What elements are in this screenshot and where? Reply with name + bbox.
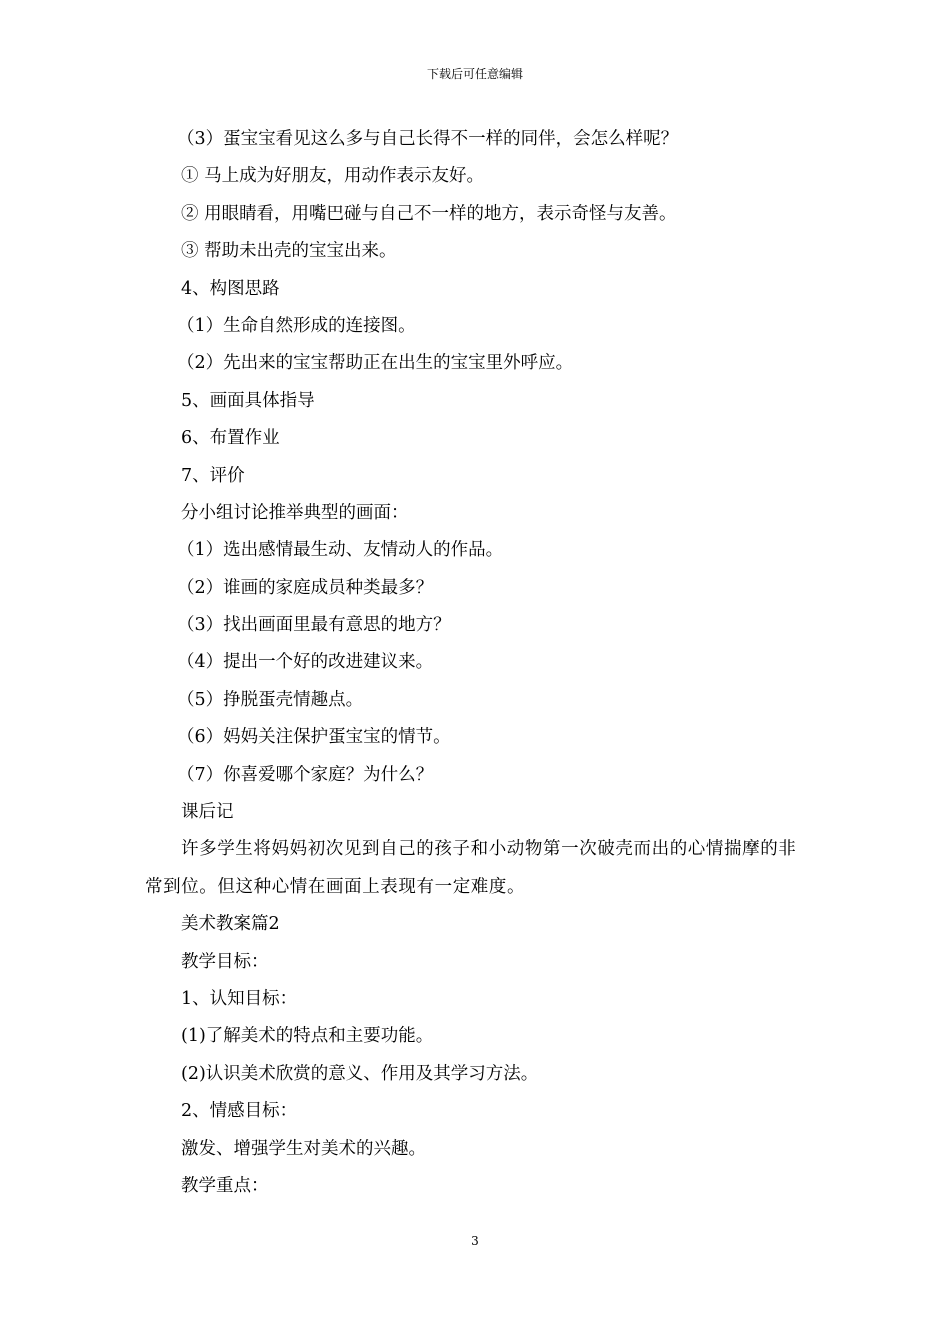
section-heading: 6、布置作业 xyxy=(181,428,280,449)
section-title: 美术教案篇2 xyxy=(181,914,280,935)
text-line: (1)了解美术的特点和主要功能。 xyxy=(181,1026,434,1047)
text-line: （3）找出画面里最有意思的地方？ xyxy=(177,615,451,636)
section-heading: 课后记 xyxy=(181,802,234,823)
text-line: （6）妈妈关注保护蛋宝宝的情节。 xyxy=(177,727,451,748)
text-line: ① 马上成为好朋友，用动作表示友好。 xyxy=(181,166,485,187)
text-line: (2)认识美术欣赏的意义、作用及其学习方法。 xyxy=(181,1063,539,1084)
text-line: 激发、增强学生对美术的兴趣。 xyxy=(181,1138,426,1159)
text-line: （2）谁画的家庭成员种类最多？ xyxy=(177,577,434,598)
section-heading: 5、画面具体指导 xyxy=(181,390,315,411)
document-body xyxy=(145,121,810,1205)
text-line: （5）挣脱蛋壳情趣点。 xyxy=(177,689,364,710)
page-number: 3 xyxy=(471,1234,479,1248)
section-heading: 4、构图思路 xyxy=(181,278,280,299)
text-line: （1）选出感情最生动、友情动人的作品。 xyxy=(177,540,504,561)
text-line: 教学目标： xyxy=(181,951,269,972)
text-line: 教学重点： xyxy=(181,1175,269,1196)
text-line: ② 用眼睛看，用嘴巴碰与自己不一样的地方，表示奇怪与友善。 xyxy=(181,203,677,224)
text-line: （2）先出来的宝宝帮助正在出生的宝宝里外呼应。 xyxy=(177,353,574,374)
text-line: 分小组讨论推举典型的画面： xyxy=(181,502,409,523)
text-line: ③ 帮助未出壳的宝宝出来。 xyxy=(181,241,397,262)
paragraph: 许多学生将妈妈初次见到自己的孩子和小动物第一次破壳而出的心情揣摩的非常到位。但这种心情在画面上表现有一定难度。 xyxy=(145,839,797,897)
text-line: （1）生命自然形成的连接图。 xyxy=(177,315,416,336)
text-line: （4）提出一个好的改进建议来。 xyxy=(177,652,434,673)
text-line: 1、认知目标： xyxy=(181,989,298,1010)
text-line: （3）蛋宝宝看见这么多与自己长得不一样的同伴，会怎么样呢？ xyxy=(177,129,679,149)
text-line: 2、情感目标： xyxy=(181,1101,298,1122)
text-line: （7）你喜爱哪个家庭？为什么？ xyxy=(177,764,434,785)
section-heading: 7、评价 xyxy=(181,465,245,486)
page-header: 下载后可任意编辑 xyxy=(426,67,523,81)
